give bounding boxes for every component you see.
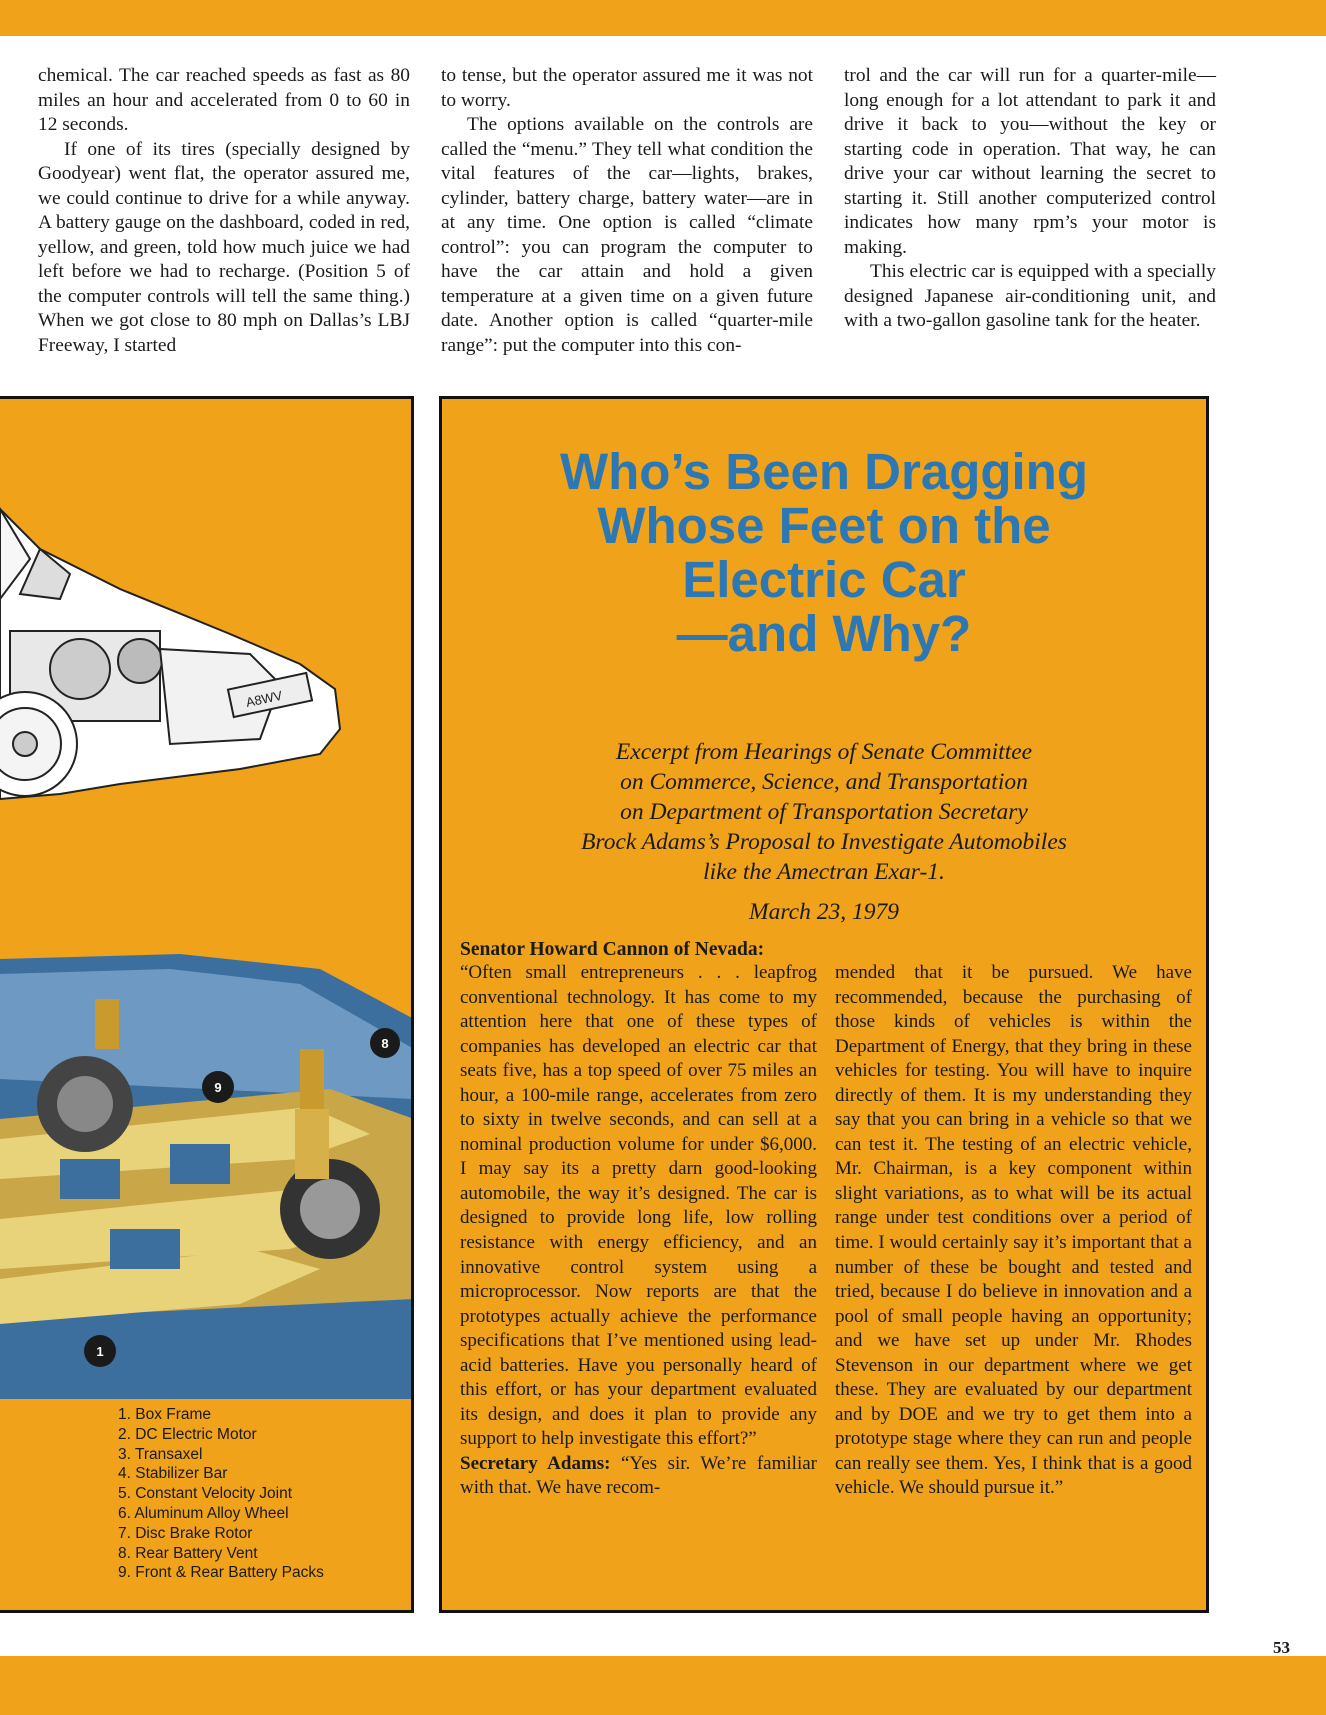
speaker-label: Secretary Adams: [460, 1452, 611, 1474]
hearing-date: March 23, 1979 [749, 899, 899, 925]
transcript-column-1 [460, 961, 817, 1581]
excerpt-line: on Department of Transportation Secretary [620, 799, 1028, 825]
svg-text:9: 9 [214, 1080, 222, 1095]
legend-item: 1. Box Frame [118, 1406, 212, 1423]
svg-text:1: 1 [96, 1344, 104, 1359]
excerpt-line: like the Amectran Exar-1. [703, 859, 945, 885]
svg-text:8: 8 [381, 1036, 389, 1051]
legend-item: 8. Rear Battery Vent [118, 1544, 258, 1562]
callout-9 [202, 1071, 234, 1103]
quote: “Often small entrepreneurs . . . leapfrog conventional technology. It has come to my attention here that one of these types of companies has developed an electric car that seats five, has a top speed of over 75 miles an hour, a 100-mile range, accelerates from zero to sixty in twelve seconds, and can sell at a nominal production volume for under $6,000. I may say its a pretty darn good-looking automobile, the way it’s designed. The car is designed to provide long life, low rolling resistance with energy efficiency, and an innovative control system using a microprocessor. Now reports are that the prototypes actually achieve the performance specifications that I’ve mentioned using lead-acid batteries. Have you personally heard of this effort, or has your department evaluated its design, and does it plan to provide any support to help investigate this effort?” [460, 962, 817, 1450]
callout-1 [84, 1335, 116, 1367]
legend-item: 4. Stabilizer Bar [118, 1465, 228, 1483]
legend-item: 6. Aluminum Alloy Wheel [118, 1504, 289, 1522]
legend-item: 9. Front & Rear Battery Packs [118, 1564, 324, 1582]
quote: mended that it be pursued. We have recommended, because the purchasing of those kinds of vehicles is within the Department of Energy, that they bring in these vehicles for testing. You will have to inquire directly of them. It is my understanding they say that you can bring in a vehicle so that we can test it. The testing of an electric vehicle, Mr. Chairman, is a key component within slight variations, as to what will be its actual range under test conditions over a period of time. I would certainly say it’s important that a number of these be bought and tested and tried, because I do believe in innovation and a pool of small people having an opportunity; and we have set up under Mr. Rhodes Stevenson in our department where we get these. They are evaluated by our department and by DOE and we try to get them into a prototype stage where they can run and people can really see them. Yes, I think that is a good vehicle. We should pursue it.” [835, 962, 1192, 1499]
paragraph: This electric car is equipped with a specially designed Japanese air-conditioning unit, and with a two-gallon gasoline tank for the heater. [844, 261, 1216, 331]
article-column-1 [38, 64, 410, 408]
paragraph: The options available on the controls are called the “menu.” They tell what condition the vital features of the car—lights, brakes, cylinder, battery charge, battery water—are in at any time. One option is called “climate control”: you can program the computer to have the car attain and hold a given temperature at a given time on a given future date. Another option is called “quarter-mile range”: put the computer into this con- [441, 114, 813, 356]
headline-line: Whose Feet on the [597, 497, 1051, 554]
car-illustration-panel [0, 396, 414, 1613]
car-line-drawing [0, 509, 340, 799]
sidebar-headline [442, 445, 1206, 661]
article-top-text [38, 64, 1216, 408]
excerpt-caption [442, 737, 1206, 887]
article-column-2 [441, 64, 813, 408]
legend-item: 7. Disc Brake Rotor [118, 1524, 253, 1542]
paragraph: to tense, but the operator assured me it was not to worry. [441, 65, 813, 111]
sidebar-box [439, 396, 1209, 1613]
transcript-column-2 [835, 961, 1192, 1581]
quote [460, 1452, 817, 1501]
page-number: 53 [1273, 1638, 1290, 1657]
license-plate: A8WV [244, 687, 284, 710]
headline-line: Who’s Been Dragging [560, 443, 1088, 500]
legend-item: 5. Constant Velocity Joint [118, 1485, 293, 1503]
legend-item: 3. Transaxel [118, 1445, 203, 1463]
article-column-3 [844, 64, 1216, 408]
headline-line: —and Why? [676, 605, 972, 662]
paragraph: chemical. The car reached speeds as fast as 80 miles an hour and accelerated from 0 to 60 in 12 seconds. [38, 65, 410, 135]
car-cutaway-chassis [0, 954, 414, 1399]
excerpt-line: Excerpt from Hearings of Senate Committee [615, 739, 1033, 765]
legend-item: 2. DC Electric Motor [118, 1425, 257, 1443]
speaker-heading: Senator Howard Cannon of Nevada: [460, 939, 765, 960]
transcript-columns [460, 961, 1192, 1581]
headline-line: Electric Car [682, 551, 966, 608]
quote-text: “Yes sir. We’re familiar with that. We have recom- [460, 1452, 817, 1499]
callout-8 [370, 1028, 400, 1058]
parts-legend [118, 1405, 324, 1583]
excerpt-line: Brock Adams’s Proposal to Investigate Automobiles [581, 829, 1067, 855]
paragraph: If one of its tires (specially designed by Goodyear) went flat, the operator assured me, we could continue to drive for a while anyway. A battery gauge on the dashboard, coded in red, yellow, and green, told how much juice we had left before we had to recharge. (Position 5 of the computer controls will tell the same thing.) When we got close to 80 mph on Dallas’s LBJ Freeway, I started [38, 138, 410, 356]
paragraph: trol and the car will run for a quarter-mile—long enough for a lot attendant to park it and drive it back to you—without the key or starting code in operation. That way, he can drive your car without learning the secret to starting it. Still another computerized control indicates how many rpm’s your motor is making. [844, 65, 1216, 258]
excerpt-line: on Commerce, Science, and Transportation [620, 769, 1028, 795]
